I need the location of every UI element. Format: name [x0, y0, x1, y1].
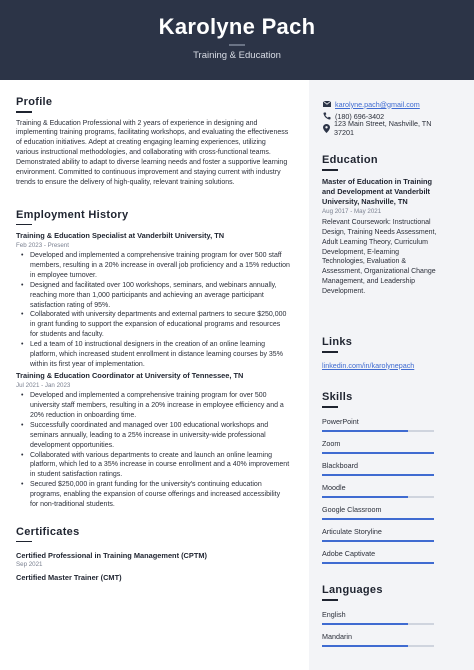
section-divider [322, 351, 338, 353]
job-entry [16, 371, 290, 509]
education-heading: Education [322, 154, 378, 166]
header-divider [229, 44, 245, 46]
linkedin-link[interactable]: linkedin.com/in/karolynepach [322, 360, 415, 370]
job-title: Training & Education Specialist at Vanderbilt University, TN [16, 231, 225, 241]
job-title: Training & Education Coordinator at University of Tennessee, TN [16, 371, 244, 381]
skill-item [322, 527, 442, 543]
section-divider [322, 169, 338, 171]
profile-summary: Training & Education Professional with 2 years of experience in designing and implementing training programs, facilitating workshops, and evaluating the effectiveness of education initiatives. Adept at creating engaging learning experiences, utilizing various instructional methodologies, and collaborating with cross-functional teams. Demonstrated ability to adapt to diverse learning needs and foster a supportive learning environment. Committed to continuous improvement and staying current with industry trends to ensure the delivery of high-quality, relevant training solutions. [16, 119, 289, 186]
skill-name: Adobe Captivate [322, 548, 376, 558]
section-divider [16, 224, 32, 226]
skill-level [322, 430, 408, 433]
job-bullet: • Led a team of 10 instructional designers in the creation of an online learning platform, which increased student enrollment in distance learning courses by 35% within its first year of implementation. [16, 340, 290, 370]
education-coursework: Relevant Coursework: Instructional Design, Training Needs Assessment, Adult Learning Theory, Curriculum Development, E-learning Technologies, Evaluation & Assessment, Organizational Change Management, and Leadership Development. [322, 219, 437, 296]
skill-item [322, 549, 442, 565]
contact-address [322, 119, 442, 137]
skill-name: PowerPoint [322, 416, 359, 426]
language-level [322, 623, 408, 626]
candidate-title: Training & Education [193, 50, 281, 61]
job-date: Jul 2021 - Jan 2023 [16, 382, 71, 390]
job-bullets [16, 251, 290, 369]
language-name: English [322, 609, 346, 619]
skill-bar [322, 430, 434, 433]
email-link[interactable]: karolyne.pach@gmail.com [335, 99, 420, 109]
phone-icon [322, 112, 332, 120]
language-item [322, 610, 442, 626]
resume-header [0, 0, 474, 80]
certificate-item [16, 551, 290, 568]
job-bullet: • Developed and implemented a comprehensive training program for over 500 staff members, resulting in a 20% increase in overall job proficiency and a 15% reduction in employee turnover. [16, 251, 290, 281]
languages-section [322, 584, 442, 654]
skill-bar [322, 496, 434, 499]
certificate-item [16, 573, 290, 582]
skill-bar [322, 562, 434, 565]
education-section [322, 154, 442, 297]
skill-level [322, 452, 434, 455]
section-divider [16, 541, 32, 543]
skill-bar [322, 518, 434, 521]
job-bullet: • Designed and facilitated over 100 workshops, seminars, and webinars annually, reaching more than 1,000 participants and achieving an average participant satisfaction rating of 95%. [16, 281, 290, 311]
language-bar [322, 645, 434, 648]
language-item [322, 632, 442, 648]
job-bullet: • Successfully coordinated and managed over 100 educational workshops and seminars annually, leading to a 25% increase in university-wide professional development opportunities. [16, 421, 290, 451]
skill-level [322, 540, 434, 543]
skill-name: Moodle [322, 482, 346, 492]
skill-item [322, 505, 442, 521]
phone-number: (180) 696-3402 [335, 111, 385, 121]
job-bullets [16, 391, 290, 509]
candidate-name: Karolyne Pach [158, 14, 316, 39]
profile-heading: Profile [16, 96, 53, 108]
employment-heading: Employment History [16, 208, 129, 221]
contact-email [322, 98, 442, 110]
skills-heading: Skills [322, 391, 353, 403]
address: 123 Main Street, Nashville, TN 37201 [334, 119, 432, 137]
job-date: Feb 2023 - Present [16, 242, 69, 250]
map-pin-icon [322, 124, 331, 133]
skills-section [322, 391, 442, 571]
job-bullet: • Secured $250,000 in grant funding for the university's continuing education programs, enabling the expansion of course offerings and increased accessibility for non-traditional students. [16, 480, 290, 510]
languages-heading: Languages [322, 584, 383, 596]
section-divider [16, 111, 32, 113]
section-divider [322, 406, 338, 408]
job-entry [16, 231, 290, 369]
skill-name: Blackboard [322, 460, 358, 470]
skill-item [322, 439, 442, 455]
skill-level [322, 496, 408, 499]
skill-bar [322, 540, 434, 543]
job-bullet: • Collaborated with various departments to create and launch an online learning platform, which led to a 35% increase in course enrollment and a 40% improvement in student satisfaction ratings. [16, 451, 290, 481]
language-name: Mandarin [322, 631, 352, 641]
skill-name: Google Classroom [322, 504, 382, 514]
languages-list [322, 610, 442, 648]
certificate-title: Certified Master Trainer (CMT) [16, 573, 122, 583]
links-heading: Links [322, 336, 353, 348]
skill-item [322, 461, 442, 477]
certificate-title: Certified Professional in Training Management (CPTM) [16, 551, 207, 561]
certificate-date: Sep 2021 [16, 561, 43, 569]
skill-level [322, 562, 434, 565]
job-bullet: • Collaborated with university departments and external partners to secure $250,000 in grant funding to support the expansion of educational programs and resources for students and faculty. [16, 310, 290, 340]
skills-list [322, 417, 442, 565]
section-divider [322, 599, 338, 601]
skill-level [322, 518, 434, 521]
education-date: Aug 2017 - May 2021 [322, 208, 382, 216]
job-bullet: • Developed and implemented a comprehensive training program for over 500 university staff members, resulting in a 20% increase in employee efficiency and a 20% reduction in onboarding time. [16, 391, 290, 421]
language-level [322, 645, 408, 648]
skill-bar [322, 474, 434, 477]
contact-block [322, 98, 442, 137]
skill-item [322, 417, 442, 433]
skill-bar [322, 452, 434, 455]
envelope-icon [322, 101, 332, 107]
main-column [16, 96, 290, 582]
education-degree: Master of Education in Training and Development at Vanderbilt University, Nashville, TN [322, 176, 433, 206]
links-section [322, 336, 442, 370]
language-bar [322, 623, 434, 626]
skill-name: Articulate Storyline [322, 526, 382, 536]
skill-level [322, 474, 434, 477]
certificates-heading: Certificates [16, 525, 80, 538]
skill-name: Zoom [322, 438, 341, 448]
skill-item [322, 483, 442, 499]
